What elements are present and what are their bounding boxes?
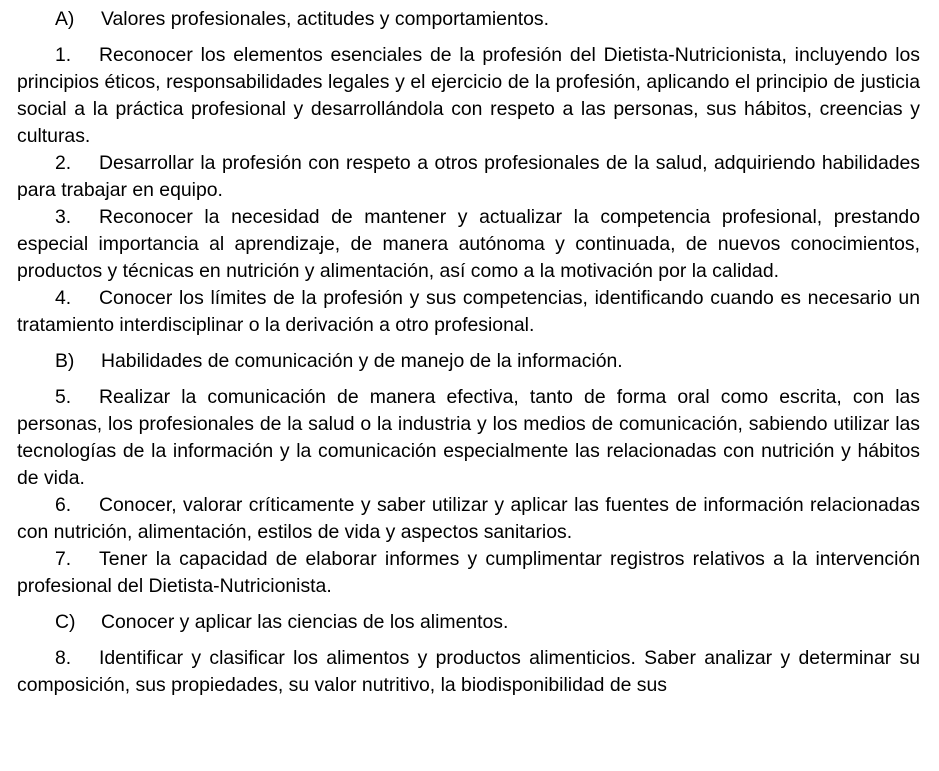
item-number: 8. — [55, 647, 72, 669]
competency-item-7 — [17, 546, 920, 600]
item-text: Desarrollar la profesión con respeto a otros profesionales de la salud, adquiriendo habilidades para trabajar en equipo. — [17, 152, 920, 201]
item-text: Reconocer la necesidad de mantener y actualizar la competencia profesional, prestando especial importancia al aprendizaje, de manera autónoma y continuada, de nuevos conocimientos, productos y técnicas en nutrición y alimentación, así como a la motivación por la calidad. — [17, 206, 920, 282]
section-title: Valores profesionales, actitudes y comportamientos. — [101, 8, 550, 30]
competency-item-6 — [17, 492, 920, 546]
section-title: Habilidades de comunicación y de manejo de la información. — [101, 350, 623, 372]
competency-item-4 — [17, 285, 920, 339]
item-text: Reconocer los elementos esenciales de la profesión del Dietista-Nutricionista, incluyendo los principios éticos, responsabilidades legales y el ejercicio de la profesión, aplicando el principio de justicia social a la práctica profesional y desarrollándola con respeto a las personas, sus hábitos, creencias y culturas. — [17, 44, 920, 147]
document-page — [17, 6, 920, 699]
section-heading-a — [17, 6, 920, 33]
competency-item-3 — [17, 204, 920, 285]
item-number: 6. — [55, 494, 72, 516]
section-letter: B) — [55, 350, 75, 372]
item-text: Tener la capacidad de elaborar informes y cumplimentar registros relativos a la intervención profesional del Dietista-Nutricionista. — [17, 548, 920, 597]
item-text: Realizar la comunicación de manera efectiva, tanto de forma oral como escrita, con las personas, los profesionales de la salud o la industria y los medios de comunicación, sabiendo utilizar las tecnologías de la información y la comunicación especialmente las relacionadas con nutrición y hábitos de vida. — [17, 386, 920, 489]
section-letter: C) — [55, 611, 76, 633]
item-number: 4. — [55, 287, 72, 309]
competency-item-2 — [17, 150, 920, 204]
item-number: 5. — [55, 386, 72, 408]
item-number: 3. — [55, 206, 72, 228]
section-letter: A) — [55, 8, 75, 30]
item-number: 7. — [55, 548, 72, 570]
item-number: 2. — [55, 152, 72, 174]
item-text: Identificar y clasificar los alimentos y productos alimenticios. Saber analizar y determinar su composición, sus propiedades, su valor nutritivo, la biodisponibilidad de sus — [17, 647, 920, 696]
item-text: Conocer, valorar críticamente y saber utilizar y aplicar las fuentes de información relacionadas con nutrición, alimentación, estilos de vida y aspectos sanitarios. — [17, 494, 920, 543]
item-text: Conocer los límites de la profesión y sus competencias, identificando cuando es necesario un tratamiento interdisciplinar o la derivación a otro profesional. — [17, 287, 920, 336]
section-heading-b — [17, 348, 920, 375]
section-title: Conocer y aplicar las ciencias de los alimentos. — [101, 611, 509, 633]
competency-item-8 — [17, 645, 920, 699]
competency-item-1 — [17, 42, 920, 150]
item-number: 1. — [55, 44, 72, 66]
section-heading-c — [17, 609, 920, 636]
competency-item-5 — [17, 384, 920, 492]
